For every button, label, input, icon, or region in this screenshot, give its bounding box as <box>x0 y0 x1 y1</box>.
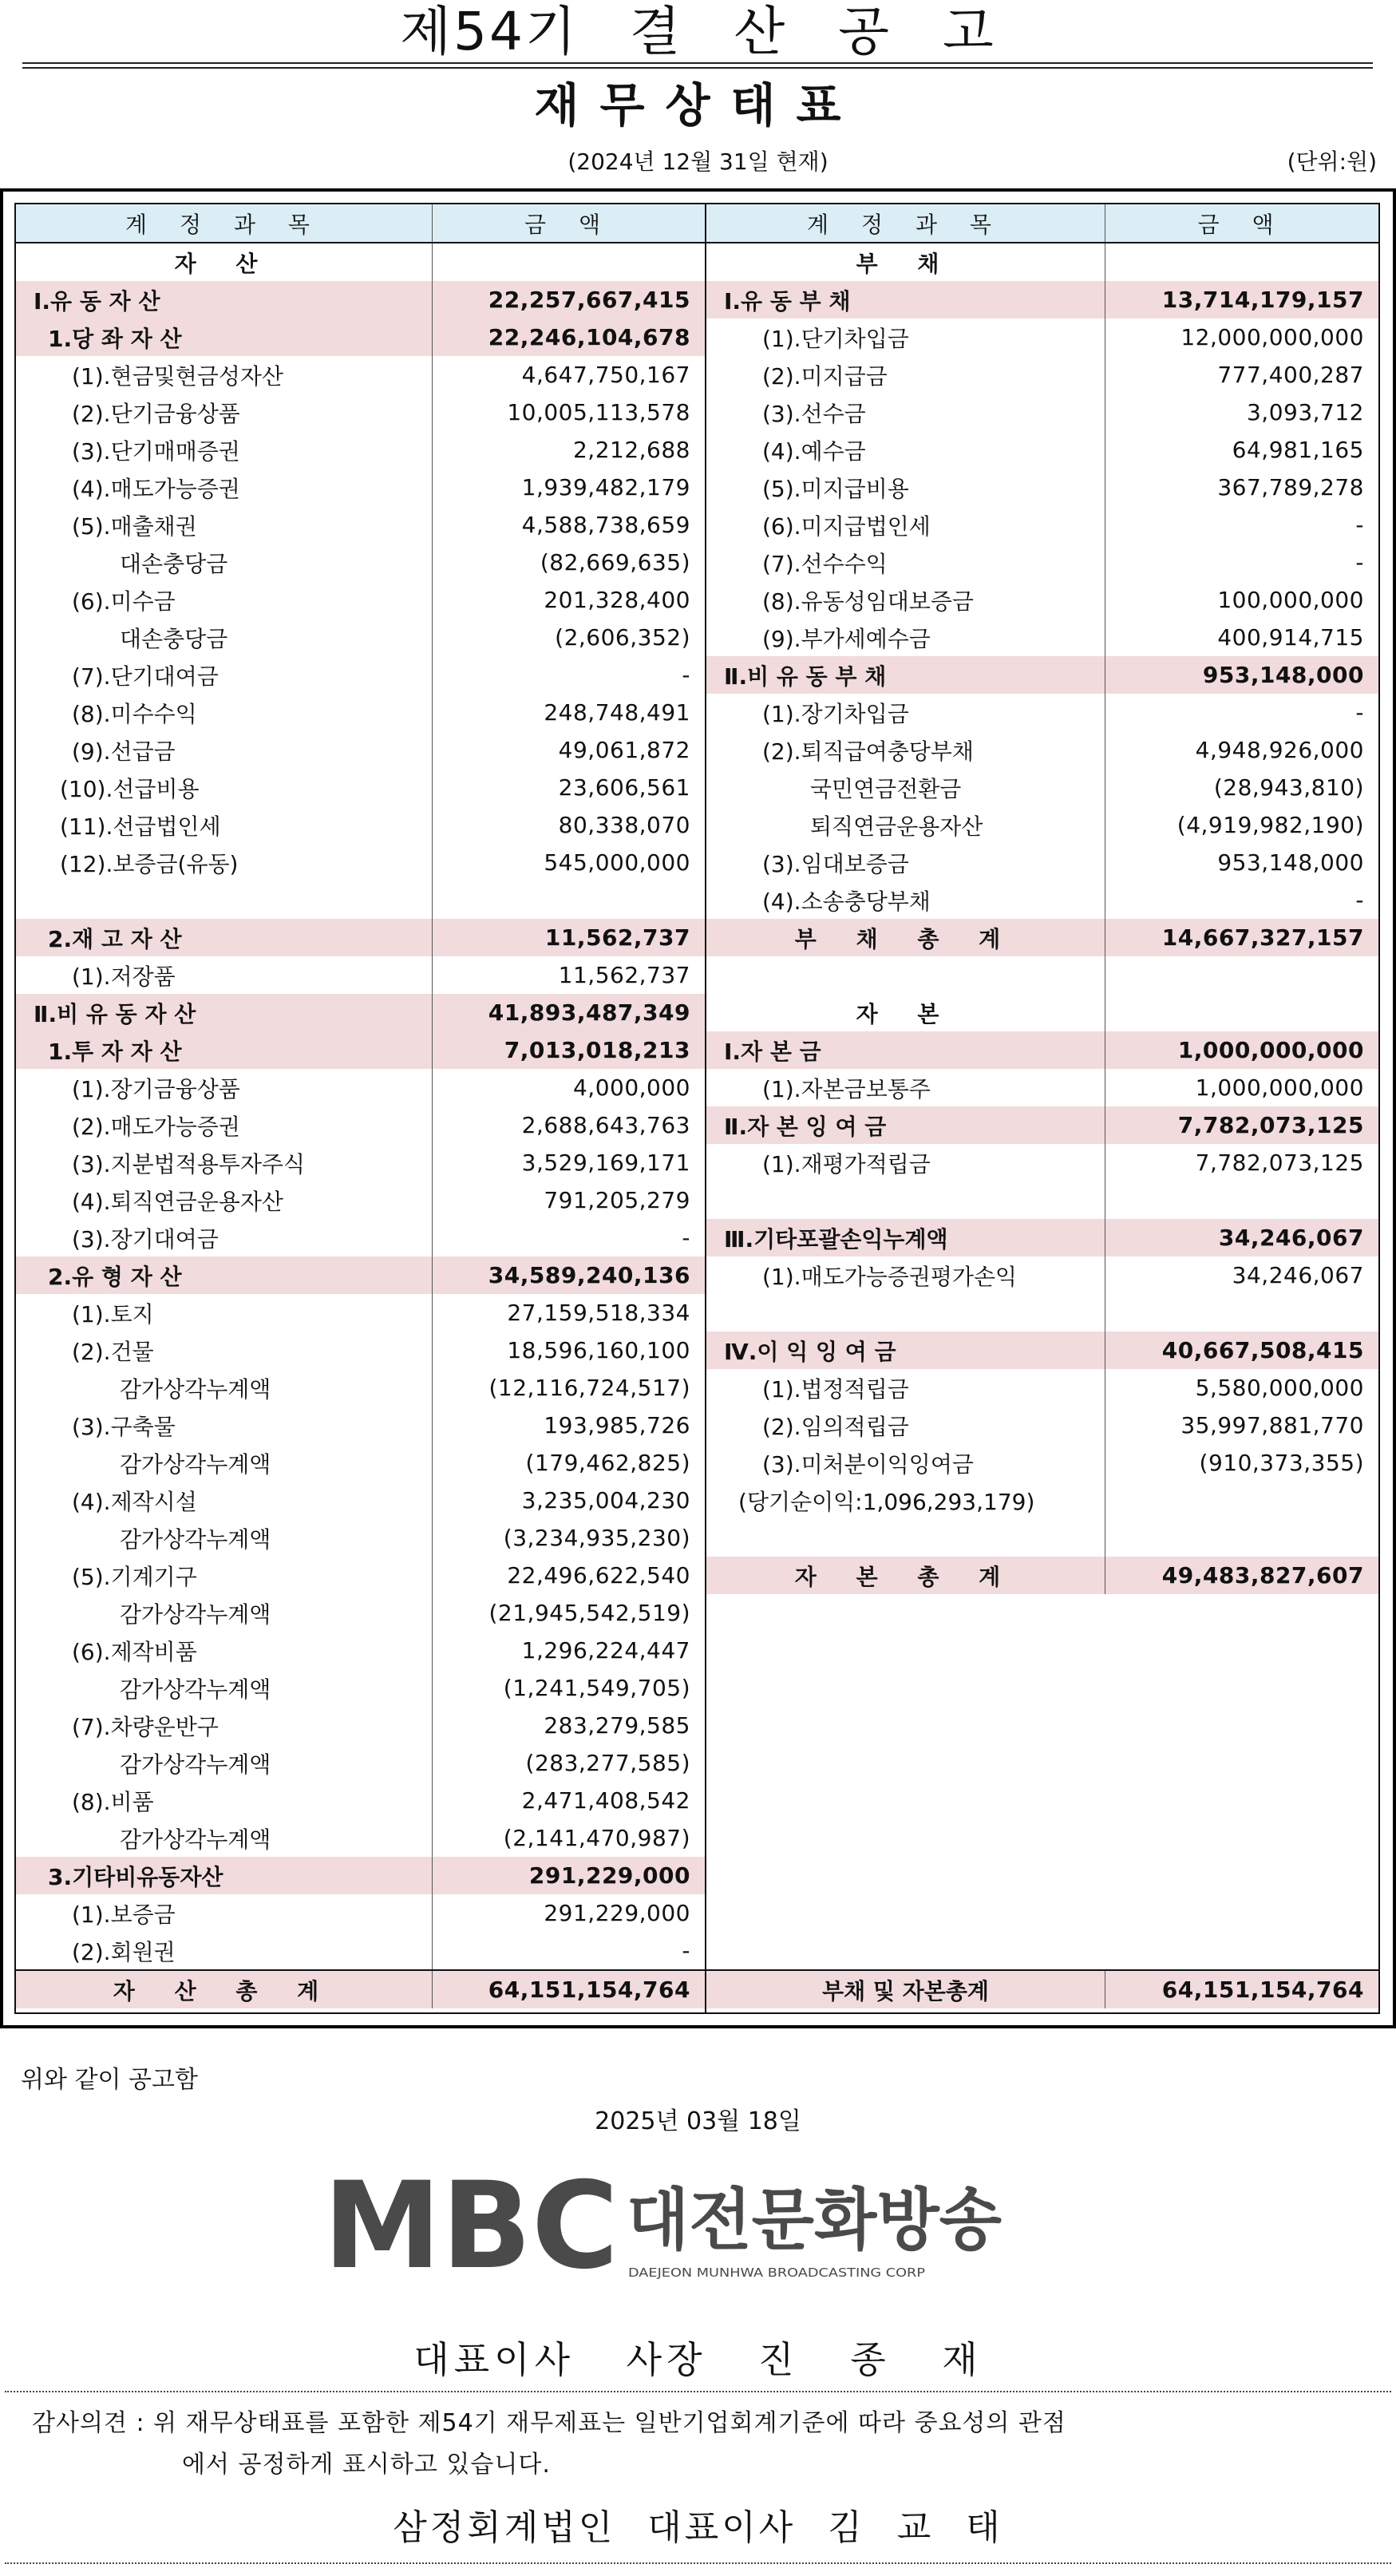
table-row <box>16 1932 705 1969</box>
account-label: (1).장기차입금 <box>706 694 1105 731</box>
table-row <box>16 1069 705 1106</box>
account-label: (7).차량운반구 <box>16 1707 433 1744</box>
table-row <box>706 1444 1378 1482</box>
dotted-divider-bottom <box>5 2562 1391 2564</box>
account-label: (6).미수금 <box>16 581 433 619</box>
table-row <box>16 469 705 506</box>
account-label: (5).매출채권 <box>16 506 433 544</box>
account-label: 퇴직연금운용자산 <box>706 806 1105 844</box>
amount-value: (2,606,352) <box>555 624 690 651</box>
amount-value: 49,483,827,607 <box>1161 1562 1364 1589</box>
account-label: (3).지분법적용투자주식 <box>16 1144 433 1181</box>
amount-value: (4,919,982,190) <box>1177 812 1364 838</box>
account-label: (1).현금및현금성자산 <box>16 356 433 394</box>
ceo-signature: 대표이사 사장 진 종 재 <box>413 2338 983 2381</box>
account-label: 국민연금전환금 <box>706 769 1105 806</box>
account-label: 감가상각누계액 <box>16 1669 433 1707</box>
account-label: (3).임대보증금 <box>706 844 1105 881</box>
table-row <box>706 394 1378 431</box>
table-row <box>16 581 705 619</box>
table-row <box>16 1782 705 1819</box>
account-label: (3).구축물 <box>16 1407 433 1444</box>
account-label: 대손충당금 <box>16 544 433 581</box>
table-row <box>16 394 705 431</box>
amount-value <box>433 881 705 919</box>
account-label: (7).선수수익 <box>706 544 1105 581</box>
table-row <box>16 956 705 994</box>
table-row <box>16 1294 705 1332</box>
account-label: (2).건물 <box>16 1332 433 1369</box>
amount-value <box>1105 243 1378 281</box>
table-row <box>706 1031 1378 1069</box>
amount-value <box>1105 1181 1378 1219</box>
account-label: (4).매도가능증권 <box>16 469 433 506</box>
amount-value: (179,462,825) <box>525 1450 690 1476</box>
account-label: (1).재평가적립금 <box>706 1144 1105 1181</box>
amount-value: 201,328,400 <box>544 587 690 613</box>
announcement-text: 위와 같이 공고함 <box>21 2066 198 2094</box>
table-row <box>16 544 705 581</box>
account-label: 감가상각누계액 <box>16 1744 433 1782</box>
table-row <box>16 1219 705 1256</box>
account-label: (3).단기매매증권 <box>16 431 433 469</box>
table-row <box>706 281 1378 319</box>
amount-value: 291,229,000 <box>544 1900 690 1926</box>
table-row <box>16 1632 705 1669</box>
amount-value: 4,647,750,167 <box>521 362 690 388</box>
logo-korean-text: 대전문화방송 <box>627 2181 1002 2259</box>
auditor-signature: 삼정회계법인 대표이사 김 교 태 <box>393 2507 1003 2548</box>
table-row <box>706 1294 1378 1332</box>
amount-value: - <box>1355 699 1364 726</box>
table-row <box>16 1894 705 1932</box>
table-row <box>706 769 1378 806</box>
amount-value: 545,000,000 <box>544 849 690 876</box>
amount-value: 791,205,279 <box>544 1187 690 1213</box>
amount-value: 64,981,165 <box>1232 437 1364 463</box>
unit-label: (단위:원) <box>1287 148 1377 175</box>
table-row <box>706 956 1378 994</box>
account-label: 자 산 <box>16 243 433 281</box>
account-label: (12).보증금(유동) <box>16 844 433 881</box>
table-row <box>706 243 1378 281</box>
table-row <box>16 356 705 394</box>
account-label: (6).제작비품 <box>16 1632 433 1669</box>
account-label: (5).미지급비용 <box>706 469 1105 506</box>
account-label: 부 채 총 계 <box>706 919 1105 956</box>
table-row <box>16 656 705 694</box>
account-label: (8).미수수익 <box>16 694 433 731</box>
account-label: (4).퇴직연금운용자산 <box>16 1181 433 1219</box>
table-row <box>706 1256 1378 1294</box>
audit-opinion-line1: 감사의견 : 위 재무상태표를 포함한 제54기 재무제표는 일반기업회계기준에 따라 중요성의 관점 <box>32 2409 1066 2437</box>
mbc-daejeon-logo <box>323 2171 1010 2291</box>
table-row <box>16 1744 705 1782</box>
liabilities-equity-total-row <box>706 1969 1378 2008</box>
account-label: 부 채 <box>706 243 1105 281</box>
table-row <box>706 1519 1378 1557</box>
account-label: (당기순이익:1,096,293,179) <box>706 1482 1105 1519</box>
account-label: 감가상각누계액 <box>16 1444 433 1482</box>
amount-value: 22,257,667,415 <box>488 287 690 313</box>
total-label: 부채 및 자본총계 <box>706 1971 1105 2008</box>
table-row <box>706 506 1378 544</box>
assets-column <box>16 204 706 2012</box>
table-row <box>706 581 1378 619</box>
account-label: (2).미지급금 <box>706 356 1105 394</box>
account-label <box>706 1519 1105 1557</box>
total-label: 자 산 총 계 <box>16 1971 433 2008</box>
account-label: Ⅱ.비 유 동 자 산 <box>16 994 433 1031</box>
table-row <box>706 881 1378 919</box>
amount-value: (910,373,355) <box>1199 1450 1364 1476</box>
total-amount: 64,151,154,764 <box>488 1977 690 2003</box>
table-row <box>706 469 1378 506</box>
amount-value: (2,141,470,987) <box>503 1825 690 1851</box>
total-amount: 64,151,154,764 <box>1161 1977 1364 2003</box>
table-row <box>16 1557 705 1594</box>
balance-sheet-frame <box>0 188 1396 2028</box>
account-label: 감가상각누계액 <box>16 1819 433 1857</box>
liabilities-equity-column <box>706 204 1378 2012</box>
title-rule-bottom <box>22 67 1373 69</box>
account-label <box>706 1181 1105 1219</box>
table-row <box>16 881 705 919</box>
assets-total-row <box>16 1969 705 2008</box>
assets-header-row <box>16 204 705 243</box>
amount-value: 34,246,067 <box>1232 1262 1364 1288</box>
account-label: (1).법정적립금 <box>706 1369 1105 1407</box>
amount-value: - <box>682 1937 690 1964</box>
account-label: Ⅰ.자 본 금 <box>706 1031 1105 1069</box>
account-label: 2.재 고 자 산 <box>16 919 433 956</box>
amount-value: 2,688,643,763 <box>521 1112 690 1138</box>
amount-value: 953,148,000 <box>1202 662 1364 688</box>
table-row <box>16 731 705 769</box>
amount-value: 3,529,169,171 <box>521 1150 690 1176</box>
account-label: (1).보증금 <box>16 1894 433 1932</box>
amount-value: - <box>682 662 690 688</box>
amount-value: (28,943,810) <box>1213 774 1364 801</box>
account-label: 3.기타비유동자산 <box>16 1857 433 1894</box>
account-label: (6).미지급법인세 <box>706 506 1105 544</box>
table-row <box>706 694 1378 731</box>
audit-opinion <box>32 2403 1373 2486</box>
account-label: (3).선수금 <box>706 394 1105 431</box>
logo-mbc-text: MBC <box>323 2171 619 2291</box>
table-row <box>16 281 705 319</box>
table-row <box>16 319 705 356</box>
account-label: 감가상각누계액 <box>16 1594 433 1632</box>
table-row <box>706 1144 1378 1181</box>
account-label: (3).장기대여금 <box>16 1219 433 1256</box>
account-label: Ⅰ.유 동 부 채 <box>706 281 1105 319</box>
account-label: Ⅱ.자 본 잉 여 금 <box>706 1106 1105 1144</box>
account-label: (7).단기대여금 <box>16 656 433 694</box>
table-row <box>16 506 705 544</box>
table-row <box>16 844 705 881</box>
table-row <box>706 356 1378 394</box>
table-row <box>706 844 1378 881</box>
page-title: 제54기 결 산 공 고 <box>400 1 996 62</box>
account-label: (9).부가세예수금 <box>706 619 1105 656</box>
account-label: (1).단기차입금 <box>706 319 1105 356</box>
account-label: (1).토지 <box>16 1294 433 1332</box>
amount-value: 49,061,872 <box>558 737 690 763</box>
table-row <box>16 1369 705 1407</box>
table-row <box>706 994 1378 1031</box>
amount-value <box>1105 994 1378 1031</box>
account-label: (2).퇴직급여충당부채 <box>706 731 1105 769</box>
amount-value: 11,562,737 <box>558 962 690 988</box>
amount-value: 1,296,224,447 <box>521 1637 690 1664</box>
logo-english-text: DAEJEON MUNHWA BROADCASTING CORP <box>628 2265 925 2280</box>
account-label: Ⅳ.이 익 잉 여 금 <box>706 1332 1105 1369</box>
amount-value: 10,005,113,578 <box>507 399 690 425</box>
amount-value: 7,013,018,213 <box>504 1037 690 1063</box>
table-row <box>706 1219 1378 1256</box>
account-label: (1).저장품 <box>16 956 433 994</box>
amount-value: 1,000,000,000 <box>1195 1074 1364 1101</box>
amount-value: 18,596,160,100 <box>507 1337 690 1363</box>
account-label: (11).선급법인세 <box>16 806 433 844</box>
table-row <box>16 1144 705 1181</box>
amount-value: 953,148,000 <box>1217 849 1364 876</box>
amount-value: 193,985,726 <box>544 1412 690 1438</box>
amount-value: 13,714,179,157 <box>1161 287 1364 313</box>
liabilities-header-row <box>706 204 1378 243</box>
table-row <box>706 1106 1378 1144</box>
account-label: (8).비품 <box>16 1782 433 1819</box>
account-label: (2).단기금융상품 <box>16 394 433 431</box>
account-label: (10).선급비용 <box>16 769 433 806</box>
table-row <box>16 1407 705 1444</box>
table-row <box>16 1819 705 1857</box>
amount-value: 34,589,240,136 <box>488 1262 690 1288</box>
table-row <box>16 1482 705 1519</box>
amount-value: 11,562,737 <box>544 924 690 951</box>
account-label <box>16 881 433 919</box>
account-label: (2).회원권 <box>16 1932 433 1969</box>
account-label: (1).매도가능증권평가손익 <box>706 1256 1105 1294</box>
amount-value: 291,229,000 <box>528 1862 690 1889</box>
amount-value: 1,000,000,000 <box>1177 1037 1364 1063</box>
table-row <box>16 243 705 281</box>
table-row <box>706 619 1378 656</box>
table-row <box>706 806 1378 844</box>
amount-value: 41,893,487,349 <box>488 999 690 1026</box>
amount-value: 5,580,000,000 <box>1195 1375 1364 1401</box>
amount-value: 400,914,715 <box>1217 624 1364 651</box>
amount-value: 22,246,104,678 <box>488 324 690 350</box>
table-row <box>706 544 1378 581</box>
account-label: (2).임의적립금 <box>706 1407 1105 1444</box>
col-account-header: 계 정 과 목 <box>16 204 433 242</box>
amount-value: 283,279,585 <box>544 1712 690 1739</box>
table-row <box>16 431 705 469</box>
table-row <box>706 1369 1378 1407</box>
amount-value: - <box>1355 549 1364 576</box>
amount-value: 4,948,926,000 <box>1195 737 1364 763</box>
table-row <box>16 1181 705 1219</box>
table-row <box>16 1519 705 1557</box>
table-row <box>706 731 1378 769</box>
table-row <box>16 1594 705 1632</box>
table-row <box>16 919 705 956</box>
title-rule-top <box>22 62 1373 64</box>
amount-value: (283,277,585) <box>525 1750 690 1776</box>
account-label: (2).매도가능증권 <box>16 1106 433 1144</box>
table-row <box>706 919 1378 956</box>
account-label: Ⅱ.비 유 동 부 채 <box>706 656 1105 694</box>
publication-date: 2025년 03월 18일 <box>595 2107 801 2135</box>
amount-value <box>1105 1482 1378 1519</box>
amount-value: 367,789,278 <box>1217 474 1364 501</box>
amount-value: 2,471,408,542 <box>521 1787 690 1814</box>
table-row <box>706 431 1378 469</box>
table-row <box>16 619 705 656</box>
account-label: (4).소송충당부채 <box>706 881 1105 919</box>
amount-value: 777,400,287 <box>1217 362 1364 388</box>
table-row <box>16 806 705 844</box>
account-label: Ⅲ.기타포괄손익누계액 <box>706 1219 1105 1256</box>
amount-value <box>1105 1519 1378 1557</box>
account-label <box>706 956 1105 994</box>
amount-value: 12,000,000,000 <box>1180 324 1364 350</box>
table-row <box>16 694 705 731</box>
col-amount-header: 금 액 <box>524 211 613 238</box>
amount-value: (82,669,635) <box>540 549 690 576</box>
table-row <box>16 1444 705 1482</box>
table-row <box>16 1031 705 1069</box>
amount-value: 4,000,000 <box>572 1074 690 1101</box>
table-row <box>706 1482 1378 1519</box>
account-label: (3).미처분이익잉여금 <box>706 1444 1105 1482</box>
account-label: (8).유동성임대보증금 <box>706 581 1105 619</box>
table-row <box>706 1181 1378 1219</box>
account-label: Ⅰ.유 동 자 산 <box>16 281 433 319</box>
amount-value: - <box>1355 512 1364 538</box>
account-label: (4).제작시설 <box>16 1482 433 1519</box>
table-row <box>16 1332 705 1369</box>
account-label: (1).장기금융상품 <box>16 1069 433 1106</box>
amount-value: 27,159,518,334 <box>507 1300 690 1326</box>
account-label: (4).예수금 <box>706 431 1105 469</box>
amount-value: (1,241,549,705) <box>503 1675 690 1701</box>
account-label: 감가상각누계액 <box>16 1519 433 1557</box>
table-row <box>16 1857 705 1894</box>
balance-sheet-table <box>14 203 1380 2014</box>
amount-value: - <box>1355 887 1364 913</box>
table-row <box>16 769 705 806</box>
account-label: (9).선급금 <box>16 731 433 769</box>
amount-value: 248,748,491 <box>544 699 690 726</box>
account-label: 자 본 총 계 <box>706 1557 1105 1594</box>
amount-value: 35,997,881,770 <box>1180 1412 1364 1438</box>
amount-value: 3,093,712 <box>1246 399 1364 425</box>
amount-value: 22,496,622,540 <box>507 1562 690 1589</box>
amount-value: 4,588,738,659 <box>521 512 690 538</box>
amount-value: 7,782,073,125 <box>1195 1150 1364 1176</box>
amount-value: 2,212,688 <box>572 437 690 463</box>
amount-value <box>1105 956 1378 994</box>
amount-value: (3,234,935,230) <box>503 1525 690 1551</box>
table-row <box>16 1106 705 1144</box>
account-label: 대손충당금 <box>16 619 433 656</box>
col-amount-header: 금 액 <box>1197 211 1287 238</box>
table-row <box>706 1069 1378 1106</box>
statement-title: 재무상태표 <box>534 78 862 133</box>
table-row <box>16 1256 705 1294</box>
account-label: (1).자본금보통주 <box>706 1069 1105 1106</box>
account-label: 1.당 좌 자 산 <box>16 319 433 356</box>
amount-value: 100,000,000 <box>1217 587 1364 613</box>
col-account-header: 계 정 과 목 <box>706 204 1105 242</box>
statement-date: (2024년 12월 31일 현재) <box>567 148 829 175</box>
table-row <box>16 994 705 1031</box>
amount-value: 34,246,067 <box>1218 1225 1364 1251</box>
amount-value: 3,235,004,230 <box>521 1487 690 1514</box>
account-label: 감가상각누계액 <box>16 1369 433 1407</box>
account-label: (5).기계기구 <box>16 1557 433 1594</box>
table-row <box>706 1557 1378 1594</box>
table-row <box>706 656 1378 694</box>
amount-value: 80,338,070 <box>558 812 690 838</box>
amount-value: 40,667,508,415 <box>1161 1337 1364 1363</box>
account-label: 자 본 <box>706 994 1105 1031</box>
amount-value: (21,945,542,519) <box>488 1600 690 1626</box>
amount-value: 7,782,073,125 <box>1177 1112 1364 1138</box>
table-row <box>706 1332 1378 1369</box>
amount-value: - <box>682 1225 690 1251</box>
account-label: 2.유 형 자 산 <box>16 1256 433 1294</box>
table-row <box>16 1707 705 1744</box>
table-row <box>16 1669 705 1707</box>
account-label: 1.투 자 자 산 <box>16 1031 433 1069</box>
amount-value: 1,939,482,179 <box>521 474 690 501</box>
audit-opinion-line2: 에서 공정하게 표시하고 있습니다. <box>182 2451 551 2479</box>
dotted-divider-top <box>5 2391 1391 2392</box>
table-row <box>706 1407 1378 1444</box>
amount-value <box>433 243 705 281</box>
account-label <box>706 1294 1105 1332</box>
amount-value: 14,667,327,157 <box>1161 924 1364 951</box>
amount-value: (12,116,724,517) <box>488 1375 690 1401</box>
table-row <box>706 319 1378 356</box>
amount-value <box>1105 1294 1378 1332</box>
amount-value: 23,606,561 <box>558 774 690 801</box>
